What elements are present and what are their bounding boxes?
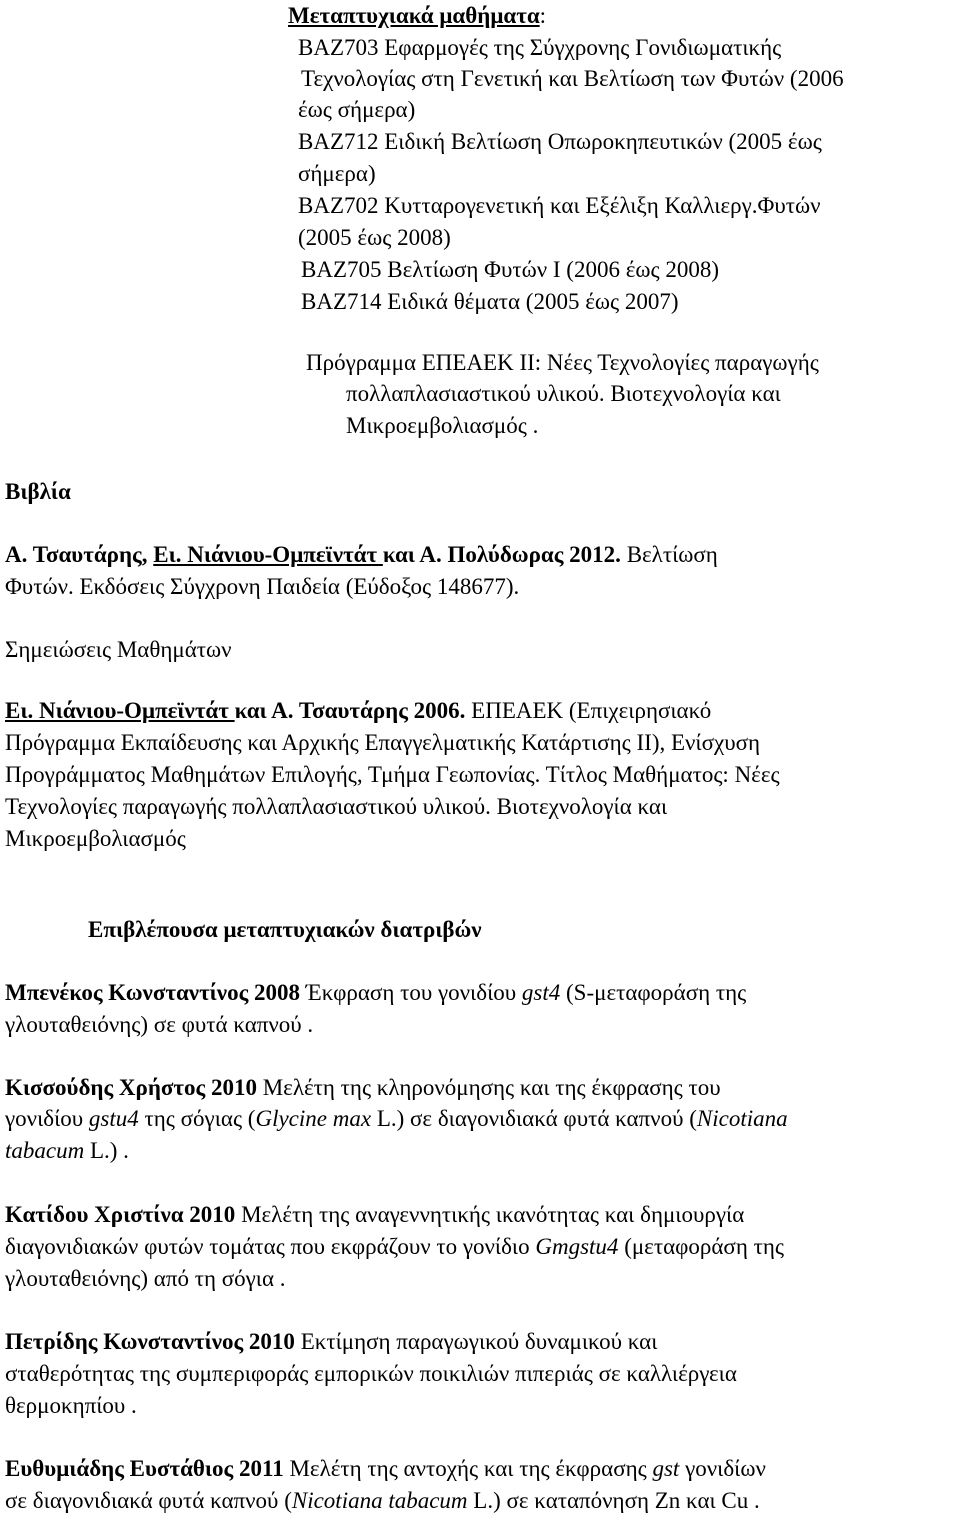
gene-name: gst4 bbox=[521, 980, 561, 1005]
program-line: πολλαπλασιαστικού υλικού. Βιοτεχνολογία και bbox=[346, 381, 781, 406]
thesis-entry-line: Κατίδου Χριστίνα 2010 Μελέτη της αναγεννητικής ικανότητας και δημιουργία bbox=[5, 1202, 745, 1227]
thesis-entry-line: διαγονιδιακών φυτών τομάτας που εκφράζουν το γονίδιο Gmgstu4 (μεταφοράση της bbox=[5, 1234, 784, 1259]
course-line: ΒΑΖ714 Ειδικά θέματα (2005 έως 2007) bbox=[301, 289, 679, 314]
book-entry-line1 bbox=[5, 539, 718, 571]
course-line: ΒΑΖ705 Βελτίωση Φυτών Ι (2006 έως 2008) bbox=[301, 257, 720, 282]
postgrad-heading-colon: : bbox=[539, 3, 547, 28]
thesis-student-name: Κισσούδης Χρήστος 2010 bbox=[5, 1075, 257, 1100]
thesis-entry-line: Ευθυμιάδης Ευστάθιος 2011 Μελέτη της αντοχής και της έκφρασης gst γονιδίων bbox=[5, 1456, 766, 1481]
notes-author-underlined: Ει. Νιάνιου-Ομπεϊντάτ bbox=[5, 698, 235, 723]
thesis-entry-line: σε διαγονιδιακά φυτά καπνού (Nicotiana tabacum L.) σε καταπόνηση Zn και Cu . bbox=[5, 1488, 760, 1513]
gene-name: Gmgstu4 bbox=[535, 1234, 619, 1259]
notes-line: Προγράμματος Μαθημάτων Επιλογής, Τμήμα Γεωπονίας. Τίτλος Μαθήματος: Νέες bbox=[5, 762, 780, 787]
notes-heading: Σημειώσεις Μαθημάτων bbox=[5, 637, 232, 662]
program-line: Πρόγραμμα ΕΠΕΑΕΚ ΙΙ: Νέες Τεχνολογίες παραγωγής bbox=[306, 350, 819, 375]
book-authors: Α. Τσαυτάρης, bbox=[5, 542, 154, 567]
thesis-entry-line: θερμοκηπίου . bbox=[5, 1393, 137, 1418]
species-name: Nicotiana tabacum bbox=[291, 1488, 468, 1513]
notes-line: Μικροεμβολιασμός bbox=[5, 826, 186, 851]
notes-authors-rest: και Α. Τσαυτάρης 2006. bbox=[234, 698, 466, 723]
supervision-heading: Επιβλέπουσα μεταπτυχιακών διατριβών bbox=[88, 917, 482, 942]
course-line: ΒΑΖ703 Εφαρμογές της Σύγχρονης Γονιδιωματικής bbox=[298, 35, 782, 60]
thesis-student-name: Πετρίδης Κωνσταντίνος 2010 bbox=[5, 1329, 295, 1354]
thesis-student-name: Ευθυμιάδης Ευστάθιος 2011 bbox=[5, 1456, 284, 1481]
species-name: Glycine max bbox=[255, 1106, 372, 1131]
thesis-student-name: Μπενέκος Κωνσταντίνος 2008 bbox=[5, 980, 301, 1005]
thesis-entry-line: tabacum L.) . bbox=[5, 1138, 129, 1163]
course-line: ΒΑΖ712 Ειδική Βελτίωση Οπωροκηπευτικών (2005 έως bbox=[298, 129, 822, 154]
books-label: Βιβλία bbox=[5, 479, 71, 504]
thesis-entry-line: γλουταθειόνης) σε φυτά καπνού . bbox=[5, 1012, 314, 1037]
program-line: Μικροεμβολιασμός . bbox=[346, 413, 539, 438]
thesis-entry-line: Πετρίδης Κωνσταντίνος 2010 Εκτίμηση παραγωγικού δυναμικού και bbox=[5, 1329, 658, 1354]
course-line: έως σήμερα) bbox=[298, 97, 416, 122]
thesis-entry-line: Κισσούδης Χρήστος 2010 Μελέτη της κληρονόμησης και της έκφρασης του bbox=[5, 1075, 721, 1100]
postgrad-heading-line bbox=[288, 0, 546, 32]
species-name: Nicotiana bbox=[696, 1106, 788, 1131]
thesis-entry-line: γονιδίου gstu4 της σόγιας (Glycine max L.) σε διαγονιδιακά φυτά καπνού (Nicotiana bbox=[5, 1106, 788, 1131]
course-line: Τεχνολογίας στη Γενετική και Βελτίωση των Φυτών (2006 bbox=[301, 66, 844, 91]
book-entry-line2: Φυτών. Εκδόσεις Σύγχρονη Παιδεία (Εύδοξος 148677). bbox=[5, 574, 520, 599]
course-line: σήμερα) bbox=[298, 161, 376, 186]
notes-text: ΕΠΕΑΕΚ (Επιχειρησιακό bbox=[465, 698, 712, 723]
thesis-entry-line: σταθερότητας της συμπεριφοράς εμπορικών ποικιλιών πιπεριάς σε καλλιέργεια bbox=[5, 1361, 737, 1386]
gene-name: gst bbox=[652, 1456, 680, 1481]
notes-line: Πρόγραμμα Εκπαίδευσης και Αρχικής Επαγγελματικής Κατάρτισης ΙΙ), Ενίσχυση bbox=[5, 730, 761, 755]
thesis-entry-line: γλουταθειόνης) από τη σόγια . bbox=[5, 1266, 286, 1291]
postgrad-heading: Μεταπτυχιακά μαθήματα bbox=[288, 3, 540, 28]
thesis-student-name: Κατίδου Χριστίνα 2010 bbox=[5, 1202, 236, 1227]
gene-name: gstu4 bbox=[88, 1106, 139, 1131]
thesis-entry-line: Μπενέκος Κωνσταντίνος 2008 Έκφραση του γονιδίου gst4 (S-μεταφοράση της bbox=[5, 980, 747, 1005]
book-authors-rest: και Α. Πολύδωρας 2012. bbox=[382, 542, 621, 567]
course-line: ΒΑΖ702 Κυτταρογενετική και Εξέλιξη Καλλιεργ.Φυτών bbox=[298, 193, 821, 218]
species-name: tabacum bbox=[5, 1138, 85, 1163]
course-line: (2005 έως 2008) bbox=[298, 225, 451, 250]
notes-line: Τεχνολογίες παραγωγής πολλαπλασιαστικού υλικού. Βιοτεχνολογία και bbox=[5, 794, 668, 819]
notes-line1 bbox=[5, 695, 711, 727]
book-title: Βελτίωση bbox=[620, 542, 718, 567]
book-author-underlined: Ει. Νιάνιου-Ομπεϊντάτ bbox=[153, 542, 383, 567]
